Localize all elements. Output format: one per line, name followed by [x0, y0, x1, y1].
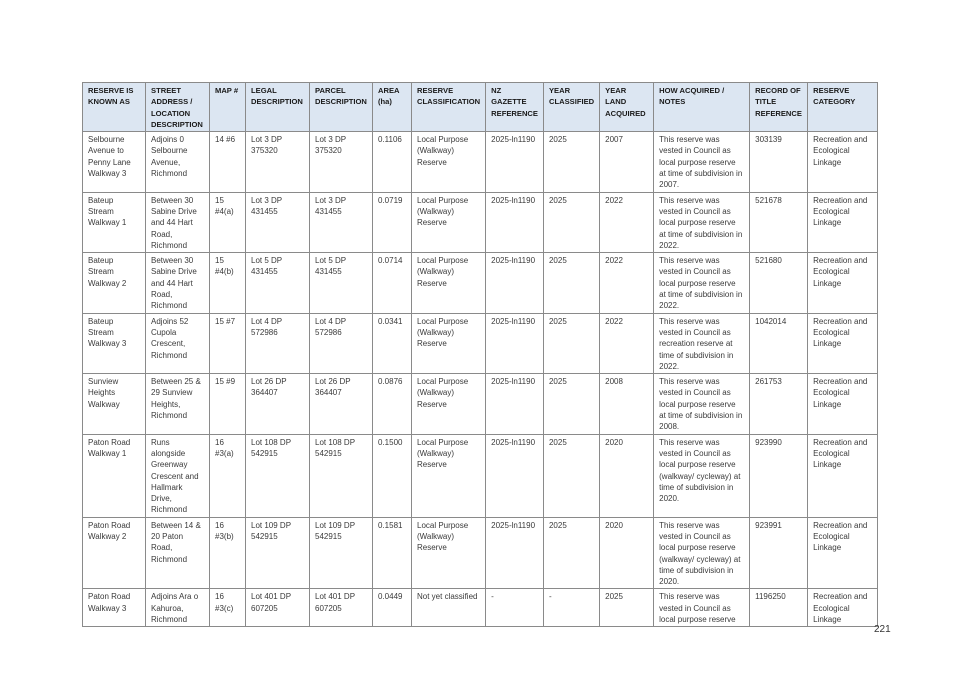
cell-gazette: 2025-ln1190	[486, 374, 544, 434]
cell-legal: Lot 3 DP 431455	[246, 192, 310, 252]
cell-category: Recreation and Ecological Linkage	[808, 313, 878, 373]
table-row	[83, 253, 878, 313]
cell-gazette: 2025-ln1190	[486, 192, 544, 252]
cell-map: 16 #3(b)	[210, 517, 246, 589]
col-year-acquired-header: YEAR LAND ACQUIRED	[600, 83, 654, 132]
cell-gazette: 2025-ln1190	[486, 132, 544, 192]
col-year-classified-header: YEAR CLASSIFIED	[543, 83, 599, 132]
cell-title-ref: 923991	[750, 517, 808, 589]
cell-title-ref: 521678	[750, 192, 808, 252]
cell-map: 15 #9	[210, 374, 246, 434]
cell-map: 15 #4(b)	[210, 253, 246, 313]
cell-classification: Local Purpose (Walkway) Reserve	[412, 434, 486, 517]
cell-year-classified: 2025	[543, 374, 599, 434]
table-row	[83, 313, 878, 373]
cell-gazette: 2025-ln1190	[486, 517, 544, 589]
cell-map: 16 #3(c)	[210, 589, 246, 627]
col-map-header: MAP #	[210, 83, 246, 132]
cell-area: 0.0714	[373, 253, 412, 313]
cell-area: 0.0341	[373, 313, 412, 373]
cell-address: Adjoins 52 Cupola Crescent, Richmond	[146, 313, 210, 373]
cell-category: Recreation and Ecological Linkage	[808, 517, 878, 589]
cell-area: 0.0449	[373, 589, 412, 627]
cell-legal: Lot 109 DP 542915	[246, 517, 310, 589]
cell-reserve-name: Paton Road Walkway 3	[83, 589, 146, 627]
cell-classification: Local Purpose (Walkway) Reserve	[412, 253, 486, 313]
cell-year-classified: 2025	[543, 434, 599, 517]
cell-gazette: 2025-ln1190	[486, 434, 544, 517]
cell-notes: This reserve was vested in Council as local purpose reserve (walkway/ cycleway) at time of subdivision in 2020.	[654, 434, 750, 517]
cell-year-classified: 2025	[543, 313, 599, 373]
cell-legal: Lot 401 DP 607205	[246, 589, 310, 627]
cell-area: 0.1581	[373, 517, 412, 589]
cell-classification: Local Purpose (Walkway) Reserve	[412, 192, 486, 252]
cell-classification: Local Purpose (Walkway) Reserve	[412, 517, 486, 589]
cell-year-classified: 2025	[543, 253, 599, 313]
table-row	[83, 589, 878, 627]
cell-address: Runs alongside Greenway Crescent and Hallmark Drive, Richmond	[146, 434, 210, 517]
cell-title-ref: 923990	[750, 434, 808, 517]
cell-year-classified: 2025	[543, 517, 599, 589]
table-row	[83, 192, 878, 252]
cell-title-ref: 303139	[750, 132, 808, 192]
cell-title-ref: 1042014	[750, 313, 808, 373]
col-area-header: AREA (ha)	[373, 83, 412, 132]
cell-year-acquired: 2020	[600, 434, 654, 517]
cell-map: 14 #6	[210, 132, 246, 192]
table-header-row	[83, 83, 878, 132]
cell-address: Between 30 Sabine Drive and 44 Hart Road, Richmond	[146, 192, 210, 252]
cell-year-acquired: 2007	[600, 132, 654, 192]
cell-classification: Local Purpose (Walkway) Reserve	[412, 313, 486, 373]
cell-category: Recreation and Ecological Linkage	[808, 434, 878, 517]
cell-parcel: Lot 3 DP 375320	[310, 132, 373, 192]
cell-year-acquired: 2022	[600, 253, 654, 313]
table-row	[83, 132, 878, 192]
cell-area: 0.1500	[373, 434, 412, 517]
cell-area: 0.0719	[373, 192, 412, 252]
col-gazette-header: NZ GAZETTE REFERENCE	[486, 83, 544, 132]
page-number: 221	[874, 624, 891, 635]
cell-address: Between 14 & 20 Paton Road, Richmond	[146, 517, 210, 589]
cell-reserve-name: Sunview Heights Walkway	[83, 374, 146, 434]
cell-notes: This reserve was vested in Council as local purpose reserve at time of subdivision in 2007.	[654, 132, 750, 192]
cell-parcel: Lot 4 DP 572986	[310, 313, 373, 373]
cell-area: 0.1106	[373, 132, 412, 192]
cell-year-acquired: 2022	[600, 313, 654, 373]
cell-legal: Lot 4 DP 572986	[246, 313, 310, 373]
cell-address: Adjoins Ara o Kahuroa, Richmond	[146, 589, 210, 627]
cell-classification: Not yet classified	[412, 589, 486, 627]
cell-parcel: Lot 26 DP 364407	[310, 374, 373, 434]
cell-title-ref: 261753	[750, 374, 808, 434]
cell-address: Between 25 & 29 Sunview Heights, Richmond	[146, 374, 210, 434]
cell-notes: This reserve was vested in Council as local purpose reserve (walkway/ cycleway) at time of subdivision in 2020.	[654, 517, 750, 589]
cell-legal: Lot 26 DP 364407	[246, 374, 310, 434]
cell-year-classified: -	[543, 589, 599, 627]
cell-reserve-name: Paton Road Walkway 2	[83, 517, 146, 589]
cell-reserve-name: Paton Road Walkway 1	[83, 434, 146, 517]
col-parcel-header: PARCEL DESCRIPTION	[310, 83, 373, 132]
cell-title-ref: 1196250	[750, 589, 808, 627]
col-legal-header: LEGAL DESCRIPTION	[246, 83, 310, 132]
cell-reserve-name: Selbourne Avenue to Penny Lane Walkway 3	[83, 132, 146, 192]
cell-address: Adjoins 0 Selbourne Avenue, Richmond	[146, 132, 210, 192]
cell-area: 0.0876	[373, 374, 412, 434]
col-classification-header: RESERVE CLASSIFICATION	[412, 83, 486, 132]
cell-map: 15 #4(a)	[210, 192, 246, 252]
table-row	[83, 374, 878, 434]
cell-classification: Local Purpose (Walkway) Reserve	[412, 132, 486, 192]
cell-gazette: -	[486, 589, 544, 627]
cell-category: Recreation and Ecological Linkage	[808, 253, 878, 313]
cell-notes: This reserve was vested in Council as local purpose reserve at time of subdivision in 2022.	[654, 192, 750, 252]
cell-parcel: Lot 108 DP 542915	[310, 434, 373, 517]
cell-year-classified: 2025	[543, 132, 599, 192]
cell-map: 16 #3(a)	[210, 434, 246, 517]
cell-gazette: 2025-ln1190	[486, 253, 544, 313]
cell-year-acquired: 2008	[600, 374, 654, 434]
cell-legal: Lot 3 DP 375320	[246, 132, 310, 192]
cell-gazette: 2025-ln1190	[486, 313, 544, 373]
cell-legal: Lot 5 DP 431455	[246, 253, 310, 313]
cell-map: 15 #7	[210, 313, 246, 373]
table-row	[83, 434, 878, 517]
cell-year-classified: 2025	[543, 192, 599, 252]
cell-year-acquired: 2020	[600, 517, 654, 589]
col-notes-header: HOW ACQUIRED / NOTES	[654, 83, 750, 132]
cell-classification: Local Purpose (Walkway) Reserve	[412, 374, 486, 434]
table-row	[83, 517, 878, 589]
cell-parcel: Lot 5 DP 431455	[310, 253, 373, 313]
cell-category: Recreation and Ecological Linkage	[808, 192, 878, 252]
cell-notes: This reserve was vested in Council as local purpose reserve	[654, 589, 750, 627]
col-category-header: RESERVE CATEGORY	[808, 83, 878, 132]
col-title-ref-header: RECORD OF TITLE REFERENCE	[750, 83, 808, 132]
cell-reserve-name: Bateup Stream Walkway 1	[83, 192, 146, 252]
cell-title-ref: 521680	[750, 253, 808, 313]
cell-address: Between 30 Sabine Drive and 44 Hart Road, Richmond	[146, 253, 210, 313]
cell-notes: This reserve was vested in Council as local purpose reserve at time of subdivision in 2008.	[654, 374, 750, 434]
cell-notes: This reserve was vested in Council as recreation reserve at time of subdivision in 2022.	[654, 313, 750, 373]
cell-year-acquired: 2025	[600, 589, 654, 627]
cell-legal: Lot 108 DP 542915	[246, 434, 310, 517]
col-reserve-name-header: RESERVE IS KNOWN AS	[83, 83, 146, 132]
cell-reserve-name: Bateup Stream Walkway 2	[83, 253, 146, 313]
cell-reserve-name: Bateup Stream Walkway 3	[83, 313, 146, 373]
cell-parcel: Lot 109 DP 542915	[310, 517, 373, 589]
cell-category: Recreation and Ecological Linkage	[808, 374, 878, 434]
cell-year-acquired: 2022	[600, 192, 654, 252]
cell-notes: This reserve was vested in Council as local purpose reserve at time of subdivision in 2022.	[654, 253, 750, 313]
cell-parcel: Lot 3 DP 431455	[310, 192, 373, 252]
cell-category: Recreation and Ecological Linkage	[808, 589, 878, 627]
cell-parcel: Lot 401 DP 607205	[310, 589, 373, 627]
reserves-table	[82, 82, 878, 627]
col-address-header: STREET ADDRESS / LOCATION DESCRIPTION	[146, 83, 210, 132]
cell-category: Recreation and Ecological Linkage	[808, 132, 878, 192]
